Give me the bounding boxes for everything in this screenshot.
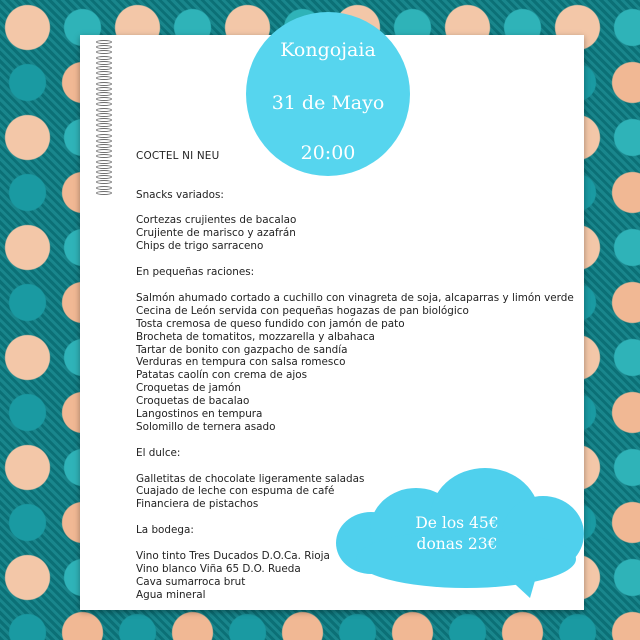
event-place: Kongojaia <box>280 39 376 61</box>
spiral-binding <box>92 40 116 200</box>
spiral-coil <box>96 191 112 195</box>
menu-item: Agua mineral <box>136 588 206 601</box>
spiral-coil <box>96 165 112 169</box>
menu-item: Cuajado de leche con espuma de café <box>136 485 335 498</box>
spiral-coil <box>96 61 112 65</box>
menu-item: Galletitas de chocolate ligeramente saladas <box>136 472 365 485</box>
price-original: De los 45€ <box>415 514 499 532</box>
menu-item: Tartar de bonito con gazpacho de sandía <box>136 343 348 356</box>
spiral-coil <box>96 170 112 174</box>
spiral-coil <box>96 40 112 44</box>
spiral-coil <box>96 154 112 158</box>
spiral-coil <box>96 102 112 106</box>
spiral-coil <box>96 128 112 132</box>
spiral-coil <box>96 50 112 54</box>
section-heading: En pequeñas raciones: <box>136 266 255 279</box>
spiral-coil <box>96 175 112 179</box>
spiral-coil <box>96 71 112 75</box>
menu-title: COCTEL NI NEU <box>136 150 220 162</box>
event-date: 31 de Mayo <box>271 92 385 114</box>
spiral-coil <box>96 180 112 184</box>
section-heading: El dulce: <box>136 446 181 459</box>
event-time: 20:00 <box>300 142 356 164</box>
spiral-coil <box>96 118 112 122</box>
menu-item: Salmón ahumado cortado a cuchillo con vinagreta de soja, alcaparras y limón verde <box>136 291 574 304</box>
spiral-coil <box>96 139 112 143</box>
cloud-tail <box>500 568 540 600</box>
menu-item: Langostinos en tempura <box>136 408 263 421</box>
menu-item: Tosta cremosa de queso fundido con jamón de pato <box>136 317 405 330</box>
spiral-coil <box>96 82 112 86</box>
spiral-coil <box>96 134 112 138</box>
menu-item: Vino tinto Tres Ducados D.O.Ca. Rioja <box>136 549 330 562</box>
spiral-coil <box>96 76 112 80</box>
menu-item: Crujiente de marisco y azafrán <box>136 227 296 240</box>
menu-item: Croquetas de jamón <box>136 382 241 395</box>
menu-item: Chips de trigo sarraceno <box>136 240 264 253</box>
event-info-circle <box>246 12 410 176</box>
section-heading: La bodega: <box>136 524 194 537</box>
price-cloud <box>322 460 592 600</box>
spiral-coil <box>96 56 112 60</box>
spiral-coil <box>96 149 112 153</box>
menu-item: Croquetas de bacalao <box>136 395 250 408</box>
menu-item: Financiera de pistachos <box>136 498 259 511</box>
spiral-coil <box>96 186 112 190</box>
spiral-coil <box>96 123 112 127</box>
menu-item: Solomillo de ternera asado <box>136 420 276 433</box>
spiral-coil <box>96 113 112 117</box>
spiral-coil <box>96 144 112 148</box>
menu-item: Cava sumarroca brut <box>136 575 246 588</box>
spiral-coil <box>96 66 112 70</box>
section-heading: Snacks variados: <box>136 188 224 201</box>
menu-item: Patatas caolín con crema de ajos <box>136 369 308 382</box>
price-donation: donas 23€ <box>416 535 498 553</box>
menu-item: Cortezas crujientes de bacalao <box>136 214 297 227</box>
menu-item: Cecina de León servida con pequeñas hogazas de pan biológico <box>136 304 469 317</box>
menu-item: Brocheta de tomatitos, mozzarella y albahaca <box>136 330 375 343</box>
menu-item: Verduras en tempura con salsa romesco <box>136 356 346 369</box>
spiral-coil <box>96 160 112 164</box>
spiral-coil <box>96 97 112 101</box>
spiral-coil <box>96 45 112 49</box>
spiral-coil <box>96 108 112 112</box>
spiral-coil <box>96 87 112 91</box>
menu-item: Vino blanco Viña 65 D.O. Rueda <box>136 562 301 575</box>
spiral-coil <box>96 92 112 96</box>
